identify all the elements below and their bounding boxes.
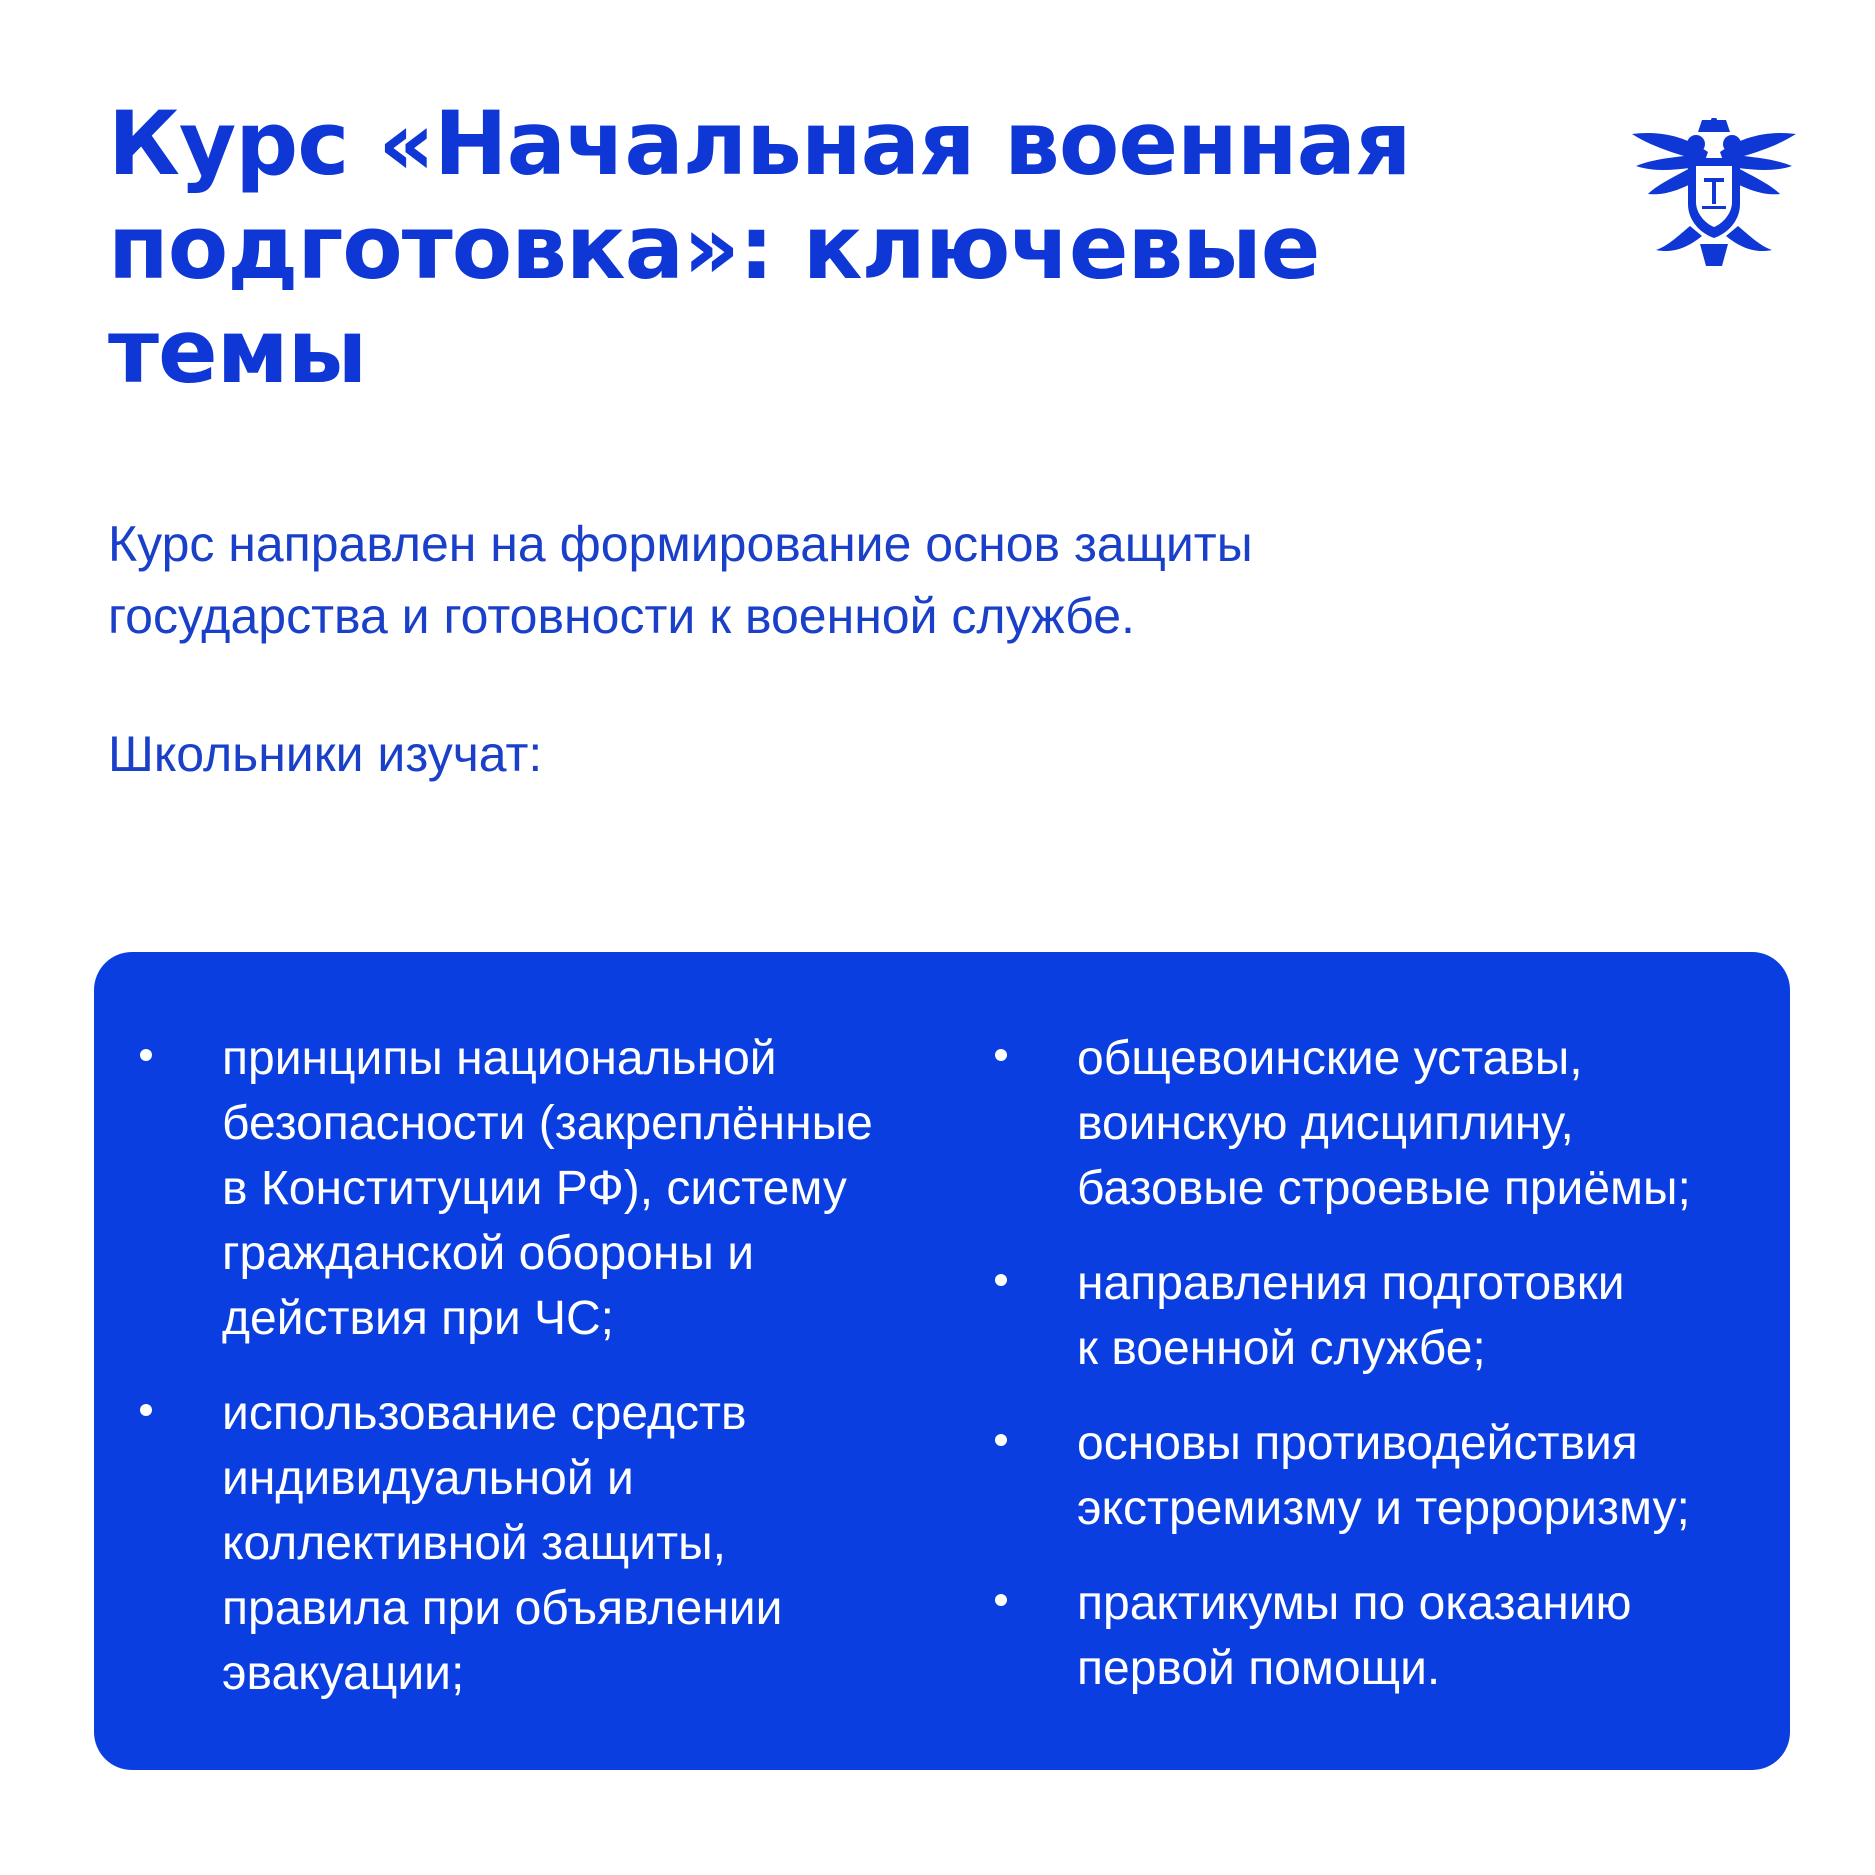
list-item: [134, 1026, 914, 1351]
bullet-icon: [995, 1594, 1007, 1606]
topics-list-right: [989, 1026, 1759, 1731]
bullet-icon: [995, 1274, 1007, 1286]
list-item-text: общевоинские уставы, воинскую дисциплину, базовые строевые приёмы;: [1077, 1032, 1691, 1215]
list-item-text: практикумы по оказанию первой помощи.: [1077, 1577, 1632, 1695]
list-item: [989, 1026, 1759, 1221]
eagle-emblem-icon: [1628, 118, 1800, 268]
lead-text: Школьники изучат:: [108, 726, 543, 782]
bullet-icon: [995, 1434, 1007, 1446]
bullet-icon: [995, 1049, 1007, 1061]
list-item: [134, 1381, 914, 1706]
list-item: [989, 1411, 1759, 1541]
bullet-icon: [140, 1049, 152, 1061]
bullet-icon: [140, 1404, 152, 1416]
topics-card: [94, 952, 1790, 1770]
intro-text: Курс направлен на формирование основ защиты государства и готовности к военной службе.: [108, 516, 1253, 644]
list-item: [989, 1251, 1759, 1381]
list-item-text: основы противодействия экстремизму и терроризму;: [1077, 1417, 1690, 1535]
page-title: Курс «Начальная военная подготовка»: ключевые темы: [108, 92, 1411, 403]
list-item-text: направления подготовки к военной службе;: [1077, 1257, 1625, 1375]
list-item: [989, 1571, 1759, 1701]
topics-list-left: [134, 1026, 914, 1736]
list-item-text: принципы национальной безопасности (закреплённые в Конституции РФ), систему гражданской обороны и действия при ЧС;: [222, 1032, 873, 1345]
list-item-text: использование средств индивидуальной и коллективной защиты, правила при объявлении эвакуации;: [222, 1387, 783, 1700]
